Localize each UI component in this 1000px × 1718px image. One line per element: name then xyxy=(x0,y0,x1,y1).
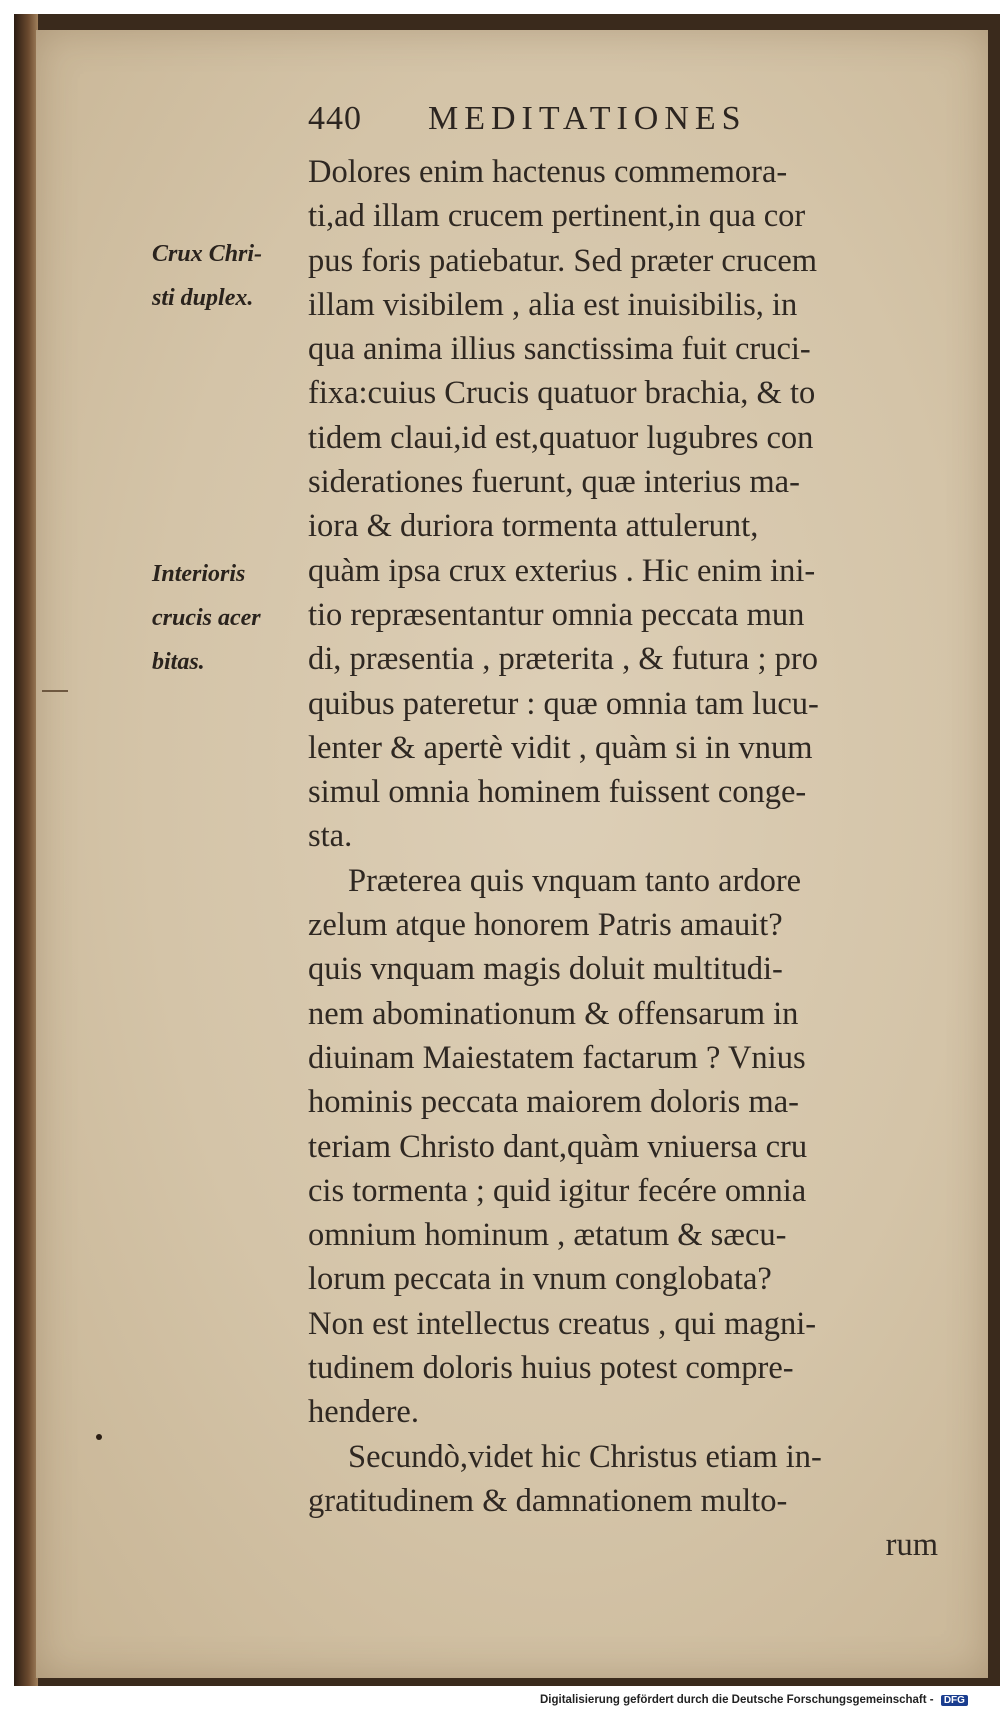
text-line: Non est intellectus creatus , qui magni- xyxy=(308,1305,817,1342)
ink-speck xyxy=(96,1434,102,1440)
text-line: simul omnia hominem fuissent conge- xyxy=(308,774,807,811)
text-line: iora & duriora tormenta attulerunt, xyxy=(308,508,759,545)
text-line: illam visibilem , alia est inuisibilis, in xyxy=(308,286,798,323)
text-line: quàm ipsa crux exterius . Hic enim ini- xyxy=(308,552,816,589)
text-line: omnium hominum , ætatum & sæcu- xyxy=(308,1217,787,1254)
text-line: nem abominationum & offensarum in xyxy=(308,995,799,1032)
text-line: cis tormenta ; quid igitur fecére omnia xyxy=(308,1172,807,1209)
marginal-note-line: Crux Chri- xyxy=(152,241,263,267)
text-line: diuinam Maiestatem factarum ? Vnius xyxy=(308,1039,806,1076)
marginal-note-line: crucis acer xyxy=(152,605,261,631)
text-line: ti,ad illam crucem pertinent,in qua cor xyxy=(308,198,806,235)
marginal-note-line: Interioris xyxy=(152,561,246,587)
text-line: lorum peccata in vnum conglobata? xyxy=(308,1261,772,1298)
marginal-note-line: sti duplex. xyxy=(152,285,254,311)
text-line: zelum atque honorem Patris amauit? xyxy=(308,907,783,944)
text-line: teriam Christo dant,quàm vniuersa cru xyxy=(308,1128,808,1165)
book-spine-edge xyxy=(14,14,38,1686)
text-line: Præterea quis vnquam tanto ardore xyxy=(348,862,802,899)
body-text xyxy=(308,150,938,1568)
page-header xyxy=(308,100,868,144)
text-line: Dolores enim hactenus commemora- xyxy=(308,154,788,190)
marginal-note-2 xyxy=(152,552,261,684)
marginal-note-1 xyxy=(152,232,262,320)
text-line: sta. xyxy=(308,818,353,855)
running-title: MEDITATIONES xyxy=(428,100,747,137)
text-line: pus foris patiebatur. Sed præter crucem xyxy=(308,242,818,279)
text-line: quis vnquam magis doluit multitudi- xyxy=(308,951,783,988)
text-line: siderationes fuerunt, quæ interius ma- xyxy=(308,464,800,501)
text-line: Secundò,videt hic Christus etiam in- xyxy=(348,1438,822,1475)
text-line: tio repræsentantur omnia peccata mun xyxy=(308,596,805,633)
text-line: rum xyxy=(885,1527,938,1564)
text-line: fixa:cuius Crucis quatuor brachia, & to xyxy=(308,375,816,412)
dfg-logo: DFG xyxy=(941,1695,968,1706)
page-number: 440 xyxy=(308,100,362,137)
margin-mark xyxy=(42,690,68,692)
marginal-note-line: bitas. xyxy=(152,649,205,675)
text-line: di, præsentia , præterita , & futura ; pro xyxy=(308,641,818,678)
text-line: qua anima illius sanctissima fuit cruci- xyxy=(308,331,811,368)
text-line: gratitudinem & damnationem multo- xyxy=(308,1482,788,1519)
text-line: lenter & apertè vidit , quàm si in vnum xyxy=(308,729,813,766)
text-line: quibus pateretur : quæ omnia tam lucu- xyxy=(308,685,819,722)
text-line: hominis peccata maiorem doloris ma- xyxy=(308,1084,799,1121)
text-line: tidem claui,id est,quatuor lugubres con xyxy=(308,419,814,456)
funding-footer xyxy=(540,1694,968,1706)
text-line: tudinem doloris huius potest compre- xyxy=(308,1350,794,1387)
footer-text: Digitalisierung gefördert durch die Deutsche Forschungsgemeinschaft - xyxy=(540,1694,934,1706)
text-line: hendere. xyxy=(308,1394,419,1431)
